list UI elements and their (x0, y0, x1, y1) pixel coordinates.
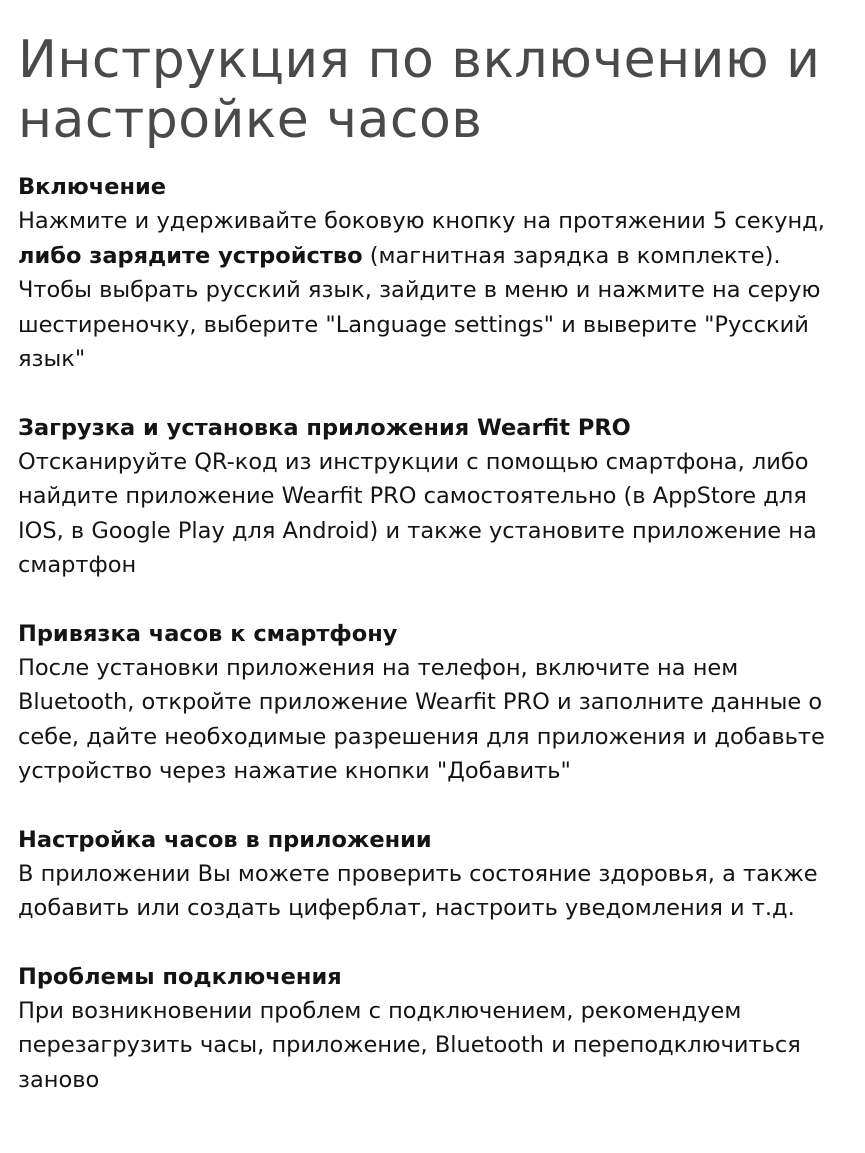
section-body-power-on (18, 204, 847, 377)
section-body-app-install: Отсканируйте QR-код из инструкции с помощью смартфона, либо найдите приложение Wearfit PRO самостоятельно (в AppStore для IOS, в Google Play для Android) и также установите приложение на смартфон (18, 448, 817, 578)
page-title: Инструкция по включению и настройке часов (18, 30, 821, 150)
power-on-text-bold: либо зарядите устройство (18, 242, 363, 269)
section-connection-problems (18, 960, 847, 1098)
section-body-app-settings: В приложении Вы можете проверить состояние здоровья, а также добавить или создать циферблат, настроить уведомления и т.д. (18, 860, 818, 921)
section-heading-pairing: Привязка часов к смартфону (18, 620, 398, 647)
section-app-settings (18, 823, 847, 926)
section-pairing (18, 617, 847, 789)
section-heading-power-on: Включение (18, 174, 167, 200)
section-heading-app-install: Загрузка и установка приложения Wearfit PRO (18, 414, 631, 441)
power-on-text-part1: Нажмите и удерживайте боковую кнопку на протяжении 5 секунд, (18, 208, 825, 234)
section-body-connection-problems: При возникновении проблем с подключением, рекомендуем перезагрузить часы, приложение, Bluetooth и переподключиться заново (18, 997, 801, 1093)
section-heading-app-settings: Настройка часов в приложении (18, 826, 432, 853)
power-on-text-part2: (магнитная зарядка в комплекте). Чтобы выбрать русский язык, зайдите в меню и нажмите на серую шестиреночку, выберите "Language settings" и выверите "Русский язык" (18, 242, 821, 372)
section-body-pairing: После установки приложения на телефон, включите на нем Bluetooth, откройте приложение Wearfit PRO и заполните данные о себе, дайте необходимые разрешения для приложения и добавьте устройство через нажатие кнопки "Добавить" (18, 654, 825, 784)
section-power-on (18, 170, 847, 377)
section-heading-connection-problems: Проблемы подключения (18, 963, 342, 990)
section-app-install (18, 411, 847, 583)
